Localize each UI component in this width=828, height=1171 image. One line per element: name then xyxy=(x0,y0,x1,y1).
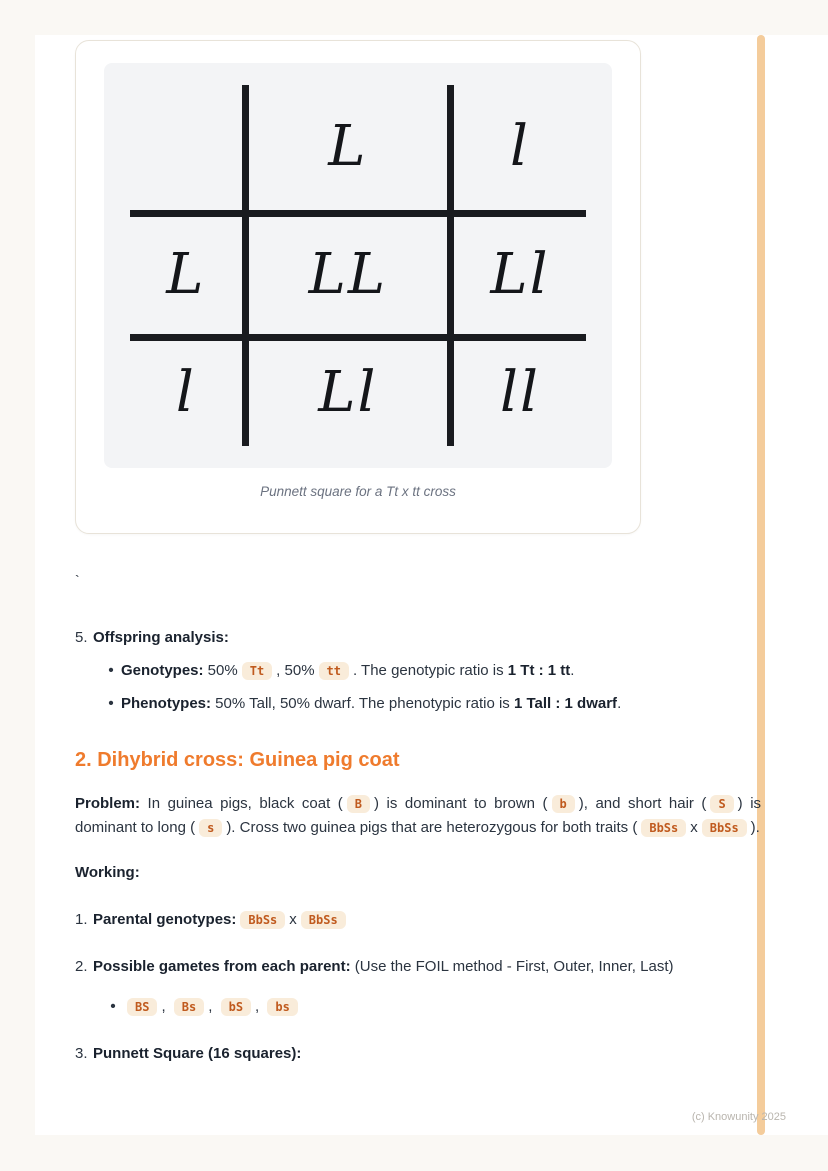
text-run: ). xyxy=(750,818,760,836)
code-chip: BbSs xyxy=(641,819,686,837)
text-run: , xyxy=(255,997,264,1015)
list-number: 2. xyxy=(75,958,88,976)
document-content xyxy=(75,40,761,1065)
text-run: 50% xyxy=(203,661,238,679)
punnett-card xyxy=(75,40,641,534)
bullet-marker: • xyxy=(108,695,114,713)
text-run: In guinea pigs, black coat ( xyxy=(140,795,343,813)
punnett-image xyxy=(104,63,612,468)
code-chip: tt xyxy=(319,662,349,680)
code-chip: bs xyxy=(267,998,297,1016)
step-3 xyxy=(75,1042,761,1065)
genotypes-bullet xyxy=(101,659,761,682)
phenotypes-label: Phenotypes: xyxy=(121,695,212,713)
bullet-marker: • xyxy=(110,997,116,1015)
copyright-watermark: (c) Knowunity 2025 xyxy=(691,1111,786,1123)
stray-backtick: ` xyxy=(75,571,80,588)
text-run: , 50% xyxy=(276,661,315,679)
list-number: 1. xyxy=(75,911,88,929)
genotypes-label: Genotypes: xyxy=(121,661,204,679)
genotypic-ratio: 1 Tt : 1 tt xyxy=(507,661,571,679)
phenotypes-bullet xyxy=(101,692,761,715)
step2-label: Possible gametes from each parent: xyxy=(93,958,351,976)
step3-label: Punnett Square (16 squares): xyxy=(93,1044,302,1062)
code-chip: Tt xyxy=(242,662,272,680)
item5-bullets xyxy=(101,659,761,716)
list-number: 3. xyxy=(75,1044,88,1062)
text-run: . xyxy=(617,695,622,713)
text-run: , xyxy=(161,997,170,1015)
code-chip: BS xyxy=(127,998,157,1016)
code-chip: bS xyxy=(221,998,251,1016)
phenotypic-ratio: 1 Tall : 1 dwarf xyxy=(513,695,618,713)
code-chip: B xyxy=(347,795,370,813)
punnett-cell: ll xyxy=(447,334,586,446)
section-heading: 2. Dihybrid cross: Guinea pig coat xyxy=(75,749,400,772)
punnett-cell: LL xyxy=(242,210,447,335)
bullet-marker: • xyxy=(108,661,114,679)
list-number: 5. xyxy=(75,628,88,646)
punnett-row-header: L xyxy=(130,210,242,335)
text-run: (Use the FOIL method - First, Outer, Inner, Last) xyxy=(350,958,674,976)
punnett-row-header: l xyxy=(130,334,242,446)
step-1 xyxy=(75,908,761,931)
text-run: x xyxy=(690,818,698,836)
step-2 xyxy=(75,955,761,1018)
gametes-bullet xyxy=(103,995,761,1018)
code-chip: BbSs xyxy=(702,819,747,837)
text-run: . xyxy=(570,661,575,679)
text-run: x xyxy=(289,911,297,929)
text-run: . The genotypic ratio is xyxy=(352,661,508,679)
code-chip: S xyxy=(710,795,733,813)
punnett-cell: Ll xyxy=(242,334,447,446)
item5-title: Offspring analysis: xyxy=(93,628,229,646)
code-chip: Bs xyxy=(174,998,204,1016)
text-run: ), and short hair ( xyxy=(578,795,707,813)
punnett-col-header: l xyxy=(447,85,586,210)
list-item-5 xyxy=(75,626,761,716)
text-run: ) is dominant to long ( xyxy=(75,795,762,836)
code-chip: b xyxy=(552,795,575,813)
punnett-caption: Punnett square for a Tt x tt cross xyxy=(260,484,456,499)
code-chip: BbSs xyxy=(240,911,285,929)
punnett-col-header: L xyxy=(242,85,447,210)
code-chip: BbSs xyxy=(301,911,346,929)
code-chip: s xyxy=(199,819,222,837)
page-sheet xyxy=(35,35,828,1135)
working-label: Working: xyxy=(75,863,140,881)
punnett-square-grid xyxy=(130,85,586,446)
text-run: 50% Tall, 50% dwarf. The phenotypic ratio is xyxy=(211,695,514,713)
problem-paragraph xyxy=(75,792,761,839)
step1-label: Parental genotypes: xyxy=(93,911,237,929)
punnett-cell: Ll xyxy=(447,210,586,335)
text-run: , xyxy=(208,997,217,1015)
punnett-corner xyxy=(130,85,242,210)
text-run: ). Cross two guinea pigs that are heterozygous for both traits ( xyxy=(226,818,638,836)
text-run: ) is dominant to brown ( xyxy=(374,795,548,813)
problem-label: Problem: xyxy=(75,795,141,813)
